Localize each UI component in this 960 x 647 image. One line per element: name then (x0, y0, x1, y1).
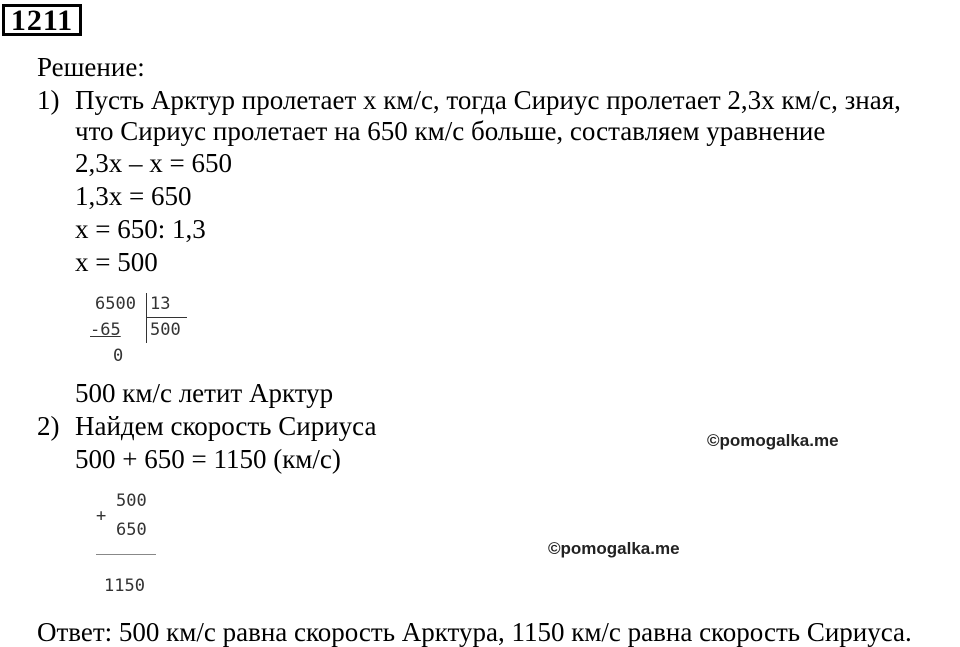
step1-equation-2: 1,3х = 650 (75, 181, 192, 211)
addition-plus: + (96, 506, 107, 526)
step1-equation-3: х = 650: 1,3 (75, 214, 206, 244)
step1-equation-1: 2,3х – х = 650 (75, 148, 232, 178)
division-subtrahend: -65 (90, 320, 121, 340)
step1-line1: Пусть Арктур пролетает х км/с, тогда Сириус пролетает 2,3х км/с, зная, (75, 85, 901, 115)
watermark-1: ©pomogalka.me (707, 431, 839, 450)
division-divisor-underline (147, 317, 187, 318)
addition-sum: 1150 (104, 576, 145, 596)
division-quotient: 500 (150, 320, 181, 340)
division-vertical-bar (146, 293, 147, 343)
answer-line: Ответ: 500 км/с равна скорость Арктура, 1150 км/с равна скорость Сириуса. (37, 617, 912, 647)
step2-equation: 500 + 650 = 1150 (км/с) (75, 444, 341, 474)
addition-line (96, 554, 156, 555)
division-remainder: 0 (113, 346, 124, 366)
solution-heading: Решение: (37, 52, 145, 82)
step1-marker: 1) (37, 85, 60, 115)
addition-term-1: 500 (116, 491, 147, 511)
addition-term-2: 650 (116, 520, 147, 540)
step1-line2: что Сириус пролетает на 650 км/с больше, составляем уравнение (75, 116, 826, 146)
division-dividend: 6500 (95, 294, 136, 314)
division-divisor: 13 (150, 294, 171, 314)
problem-number: 1211 (2, 4, 82, 36)
watermark-2: ©pomogalka.me (548, 539, 680, 558)
step2-line1: Найдем скорость Сириуса (75, 411, 377, 441)
step1-result: 500 км/с летит Арктур (75, 378, 334, 408)
step2-marker: 2) (37, 411, 60, 441)
step1-equation-4: х = 500 (75, 247, 158, 277)
